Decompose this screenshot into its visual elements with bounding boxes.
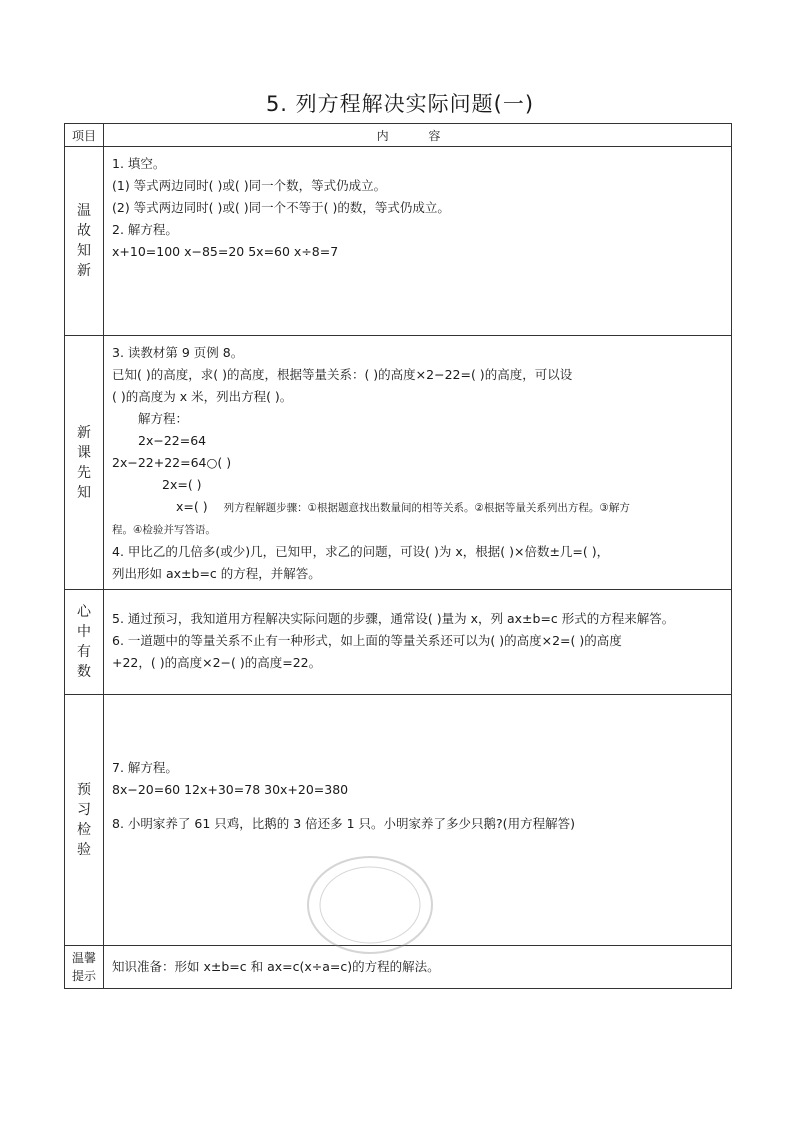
section-label: 温故知新 [77,203,91,279]
text-line: (2) 等式两边同时( )或( )同一个不等于( )的数，等式仍成立。 [112,200,450,215]
section-label: 温馨提示 [71,951,96,983]
equation-line: x=( ) [176,499,208,514]
section-preview [65,336,732,590]
text-line: 知识准备：形如 x±b=c 和 ax=c(x÷a=c)的方程的解法。 [112,959,440,974]
text-line: x+10=100 x−85=20 5x=60 x÷8=7 [112,244,339,259]
text-line: (1) 等式两边同时( )或( )同一个数，等式仍成立。 [112,178,387,193]
text-line: 3. 读教材第 9 页例 8。 [112,345,244,360]
text-line: 7. 解方程。 [112,760,178,775]
text-line: 列出形如 ax±b=c 的方程，并解答。 [112,566,321,581]
section-label: 心中有数 [77,604,91,680]
equation-line: 2x−22+22=64○( ) [112,455,232,470]
section-label: 新课先知 [77,424,91,501]
page-title: 5. 列方程解决实际问题(一) [265,92,535,116]
section-summary [65,590,732,695]
header-project: 项目 [65,124,104,147]
steps-note: 列方程解题步骤：①根据题意找出数量间的相等关系。②根据等量关系列出方程。③解方 [223,502,630,514]
steps-note: 程。④检验并写答语。 [112,524,216,536]
equation-line: 8x−20=60 12x+30=78 30x+20=380 [112,782,349,797]
text-line: +22，( )的高度×2−( )的高度=22。 [112,655,322,670]
watermark-stamp [300,850,440,960]
section-label: 预习检验 [77,782,91,858]
equation-line: 2x=( ) [162,477,202,492]
text-line: 5. 通过预习，我知道用方程解决实际问题的步骤，通常设( )量为 x，列 ax±b=c 形式的方程来解答。 [112,611,675,626]
text-line: 已知( )的高度，求( )的高度，根据等量关系：( )的高度×2−22=( )的高度，可以设 [112,367,573,382]
text-line: 2. 解方程。 [112,222,178,237]
text-line: 1. 填空。 [112,156,166,171]
equation-line: 2x−22=64 [138,433,207,448]
header-content: 内 容 [104,124,732,147]
text-line: 8. 小明家养了 61 只鸡，比鹅的 3 倍还多 1 只。小明家养了多少只鹅?(用方程解答) [112,816,575,831]
header-row [65,124,732,147]
section-review [65,147,732,336]
text-line: 解方程： [138,411,189,426]
text-line: 6. 一道题中的等量关系不止有一种形式，如上面的等量关系还可以为( )的高度×2=( )的高度 [112,633,622,648]
text-line: 4. 甲比乙的几倍多(或少)几，已知甲，求乙的问题，可设( )为 x，根据( )×倍数±几=( )， [112,544,610,559]
text-line: ( )的高度为 x 米，列出方程( )。 [112,389,293,404]
